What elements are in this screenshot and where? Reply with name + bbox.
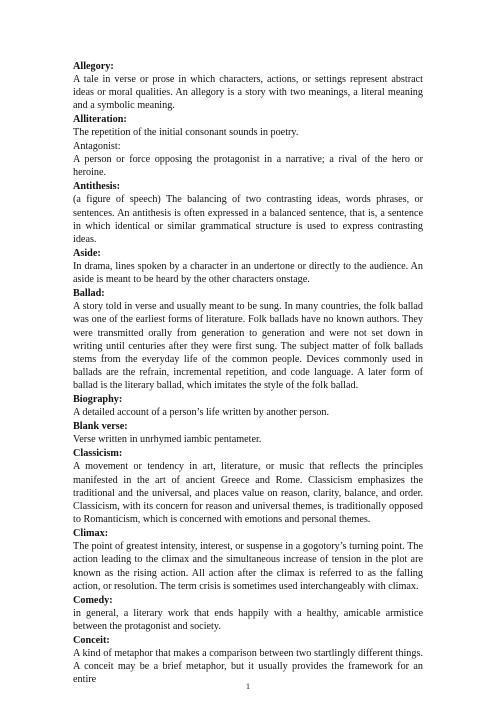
glossary-entry-allegory xyxy=(73,60,423,113)
term-heading: Conceit: xyxy=(73,634,110,646)
term-definition: A person or force opposing the protagonist in a narrative; a rival of the hero or heroine. xyxy=(73,154,423,179)
glossary-body xyxy=(73,59,423,687)
term-definition: A movement or tendency in art, literature, or music that reflects the principles manifested in the art of ancient Greece and Rome. Classicism emphasizes the traditional and the universal, and places value on reason, clarity, balance, and order. Classicism, with its concern for reason and universal themes, is traditionally opposed to Romanticism, which is concerned with emotions and personal themes. xyxy=(73,461,423,526)
glossary-entry-biography xyxy=(73,393,423,419)
glossary-entry-ballad xyxy=(73,287,423,393)
glossary-entry-aside xyxy=(73,247,423,287)
term-definition: The repetition of the initial consonant sounds in poetry. xyxy=(73,127,299,139)
term-definition: A story told in verse and usually meant to be sung. In many countries, the folk ballad was one of the earliest forms of literature. Folk ballads have no known authors. They were transmitted orally from generation to generation and were not set down in writing until centuries after they were first sung. The subject matter of folk ballads stems from the everyday life of the common people. Devices commonly used in ballads are the refrain, incremental repetition, and code language. A later form of ballad is the literary ballad, which imitates the style of the folk ballad. xyxy=(73,301,423,392)
glossary-entry-blank-verse xyxy=(73,420,423,446)
glossary-entry-antagonist xyxy=(73,140,423,180)
term-heading: Biography: xyxy=(73,394,123,406)
term-heading: Aside: xyxy=(73,247,101,259)
term-heading: Allegory: xyxy=(73,60,114,72)
term-definition: A detailed account of a person’s life written by another person. xyxy=(73,407,330,419)
term-definition: A kind of metaphor that makes a comparison between two startlingly different things. A conceit may be a brief metaphor, but it usually provides the framework for an entire xyxy=(73,648,423,686)
term-definition: (a figure of speech) The balancing of two contrasting ideas, words phrases, or sentences. An antithesis is often expressed in a balanced sentence, that is, a sentence in which identical or similar grammatical structure is used to express contrasting ideas. xyxy=(73,194,423,246)
term-heading: Climax: xyxy=(73,528,109,540)
term-definition: The point of greatest intensity, interest, or suspense in a gogotory’s turning point. The action leading to the climax and the simultaneous increase of tension in the plot are known as the rising action. All action after the climax is referred to as the falling action, or resolution. The term crisis is sometimes used interchangeably with climax. xyxy=(73,541,423,592)
term-heading: Antithesis: xyxy=(73,181,120,193)
term-heading: Ballad: xyxy=(73,288,105,300)
glossary-entry-climax xyxy=(73,527,423,593)
glossary-entry-antithesis xyxy=(73,180,423,246)
term-definition: in general, a literary work that ends happily with a healthy, amicable armistice between the protagonist and society. xyxy=(73,607,423,633)
term-definition: In drama, lines spoken by a character in an undertone or directly to the audience. An aside is meant to be heard by the other characters onstage. xyxy=(73,261,423,286)
term-definition: Verse written in unrhymed iambic pentameter. xyxy=(73,434,262,446)
term-heading: Antagonist: xyxy=(73,141,121,152)
term-heading: Comedy: xyxy=(73,594,113,606)
glossary-entry-comedy xyxy=(73,594,423,634)
term-definition: A tale in verse or prose in which characters, actions, or settings represent abstract ideas or moral qualities. An allegory is a story with two meanings, a literal meaning and a symbolic meaning. xyxy=(73,73,423,112)
glossary-entry-classicism xyxy=(73,447,423,526)
term-heading: Classicism: xyxy=(73,448,123,460)
page-number: 1 xyxy=(245,681,251,691)
glossary-entry-conceit xyxy=(73,634,423,687)
glossary-entry-alliteration xyxy=(73,113,423,139)
term-heading: Alliteration: xyxy=(73,114,127,125)
term-heading: Blank verse: xyxy=(73,421,128,433)
